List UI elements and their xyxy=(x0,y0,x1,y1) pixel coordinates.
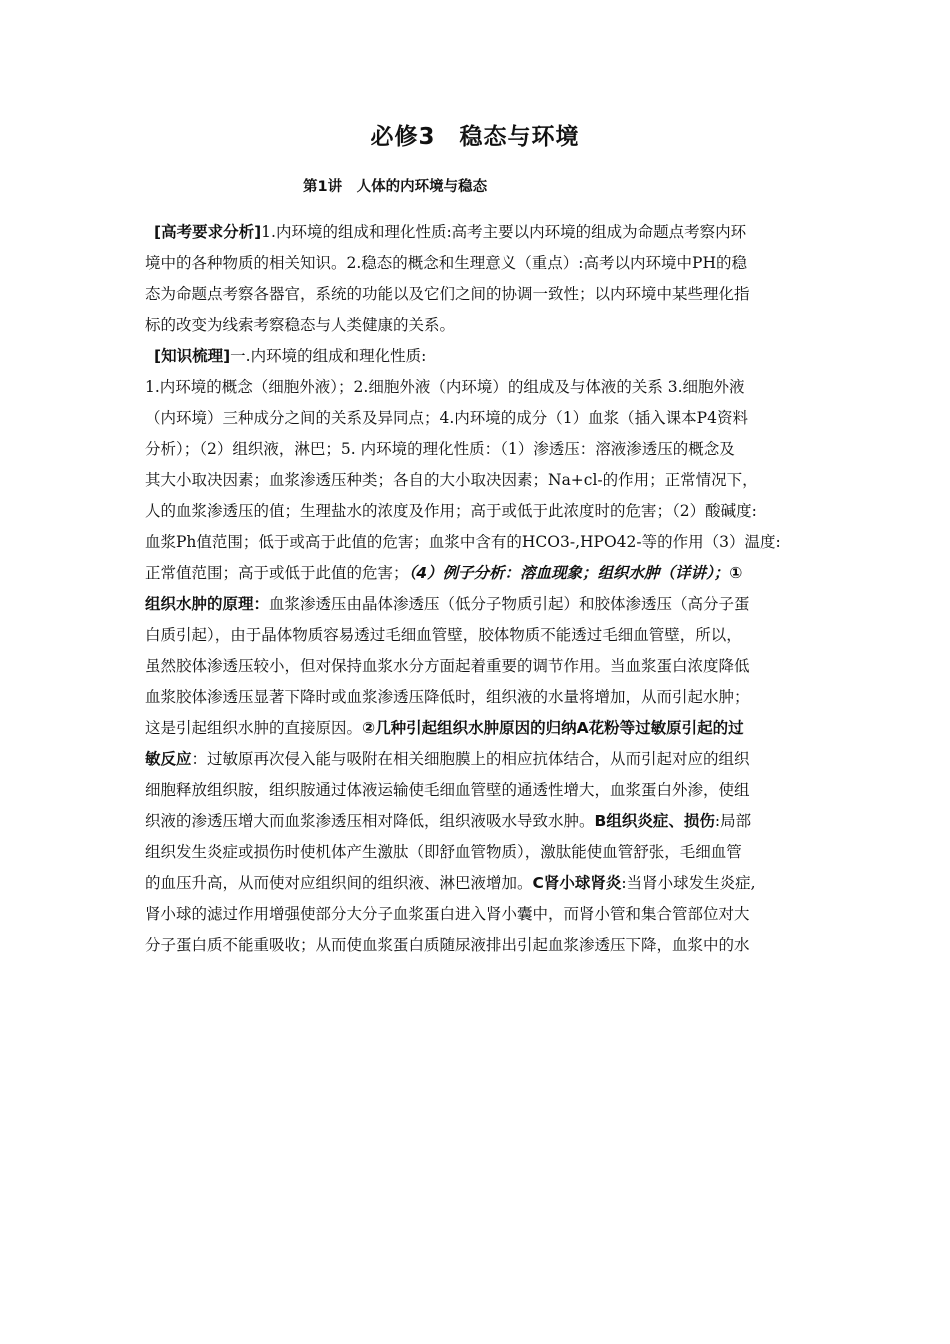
text-line xyxy=(145,279,825,310)
text-line xyxy=(145,248,825,279)
emphasis-text: [知识梳理] xyxy=(154,347,231,365)
document-body xyxy=(145,217,825,961)
emphasis-text: （4）例子分析：溶血现象；组织水肿（详讲）；① xyxy=(408,564,743,582)
body-text: 细胞释放组织胺，组织胺通过体液运输使毛细血管壁的通透性增大，血浆蛋白外渗，使组 xyxy=(145,781,750,799)
text-line xyxy=(145,682,825,713)
text-line xyxy=(145,651,825,682)
emphasis-text: ②几种引起组织水肿原因的归纳A花粉等过敏原引起的过 xyxy=(362,719,744,737)
text-line xyxy=(145,930,825,961)
emphasis-text: [高考要求分析] xyxy=(154,223,262,241)
body-text: 血浆Ph值范围；低于或高于此值的危害；血浆中含有的HCO3-,HPO42-等的作用（3）温度: xyxy=(145,533,781,551)
body-text: 一.内环境的组成和理化性质: xyxy=(230,347,427,365)
body-text: 织液的渗透压增大而血浆渗透压相对降低，组织液吸水导致水肿。 xyxy=(145,812,595,830)
body-text: 其大小取决因素；血浆渗透压种类；各自的大小取决因素；Na+cl-的作用；正常情况下， xyxy=(145,471,758,489)
body-text: 血浆渗透压由晶体渗透压（低分子物质引起）和胶体渗透压（高分子蛋 xyxy=(269,595,750,613)
body-text: 白质引起），由于晶体物质容易透过毛细血管壁，胶体物质不能透过毛细血管壁，所以， xyxy=(145,626,742,644)
body-text: 组织发生炎症或损伤时使机体产生激肽（即舒血管物质），激肽能使血管舒张，毛细血管 xyxy=(145,843,742,861)
text-line xyxy=(145,310,825,341)
text-line xyxy=(145,558,825,589)
text-line xyxy=(145,899,825,930)
body-text: 正常值范围；高于或低于此值的危害； xyxy=(145,564,409,582)
body-text: 境中的各种物质的相关知识。2.稳态的概念和生理意义（重点）:高考以内环境中PH的稳 xyxy=(145,254,747,272)
text-line xyxy=(145,837,825,868)
emphasis-text: 敏反应 xyxy=(145,750,192,768)
body-text: （内环境）三种成分之间的关系及异同点；4.内环境的成分（1）血浆（插入课本P4资料 xyxy=(145,409,748,427)
body-text: :局部 xyxy=(714,812,752,830)
text-line xyxy=(145,434,825,465)
text-line xyxy=(145,775,825,806)
text-line xyxy=(145,527,825,558)
lecture-subtitle: 第1讲 人体的内环境与稳态 xyxy=(303,179,488,195)
body-text: 1.内环境的组成和理化性质:高考主要以内环境的组成为命题点考察内环 xyxy=(261,223,747,241)
emphasis-text: C肾小球肾炎 xyxy=(532,874,622,892)
text-line xyxy=(145,217,825,248)
body-text: 血浆胶体渗透压显著下降时或血浆渗透压降低时，组织液的水量将增加，从而引起水肿； xyxy=(145,688,750,706)
body-text: 1.内环境的概念（细胞外液）；2.细胞外液（内环境）的组成及与体液的关系 3.细胞外液 xyxy=(145,378,745,396)
document-title: 必修3 稳态与环境 xyxy=(370,124,580,150)
text-line xyxy=(145,589,825,620)
body-text: 标的改变为线索考察稳态与人类健康的关系。 xyxy=(145,316,456,334)
body-text: 分析）；（2）组织液，淋巴；5. 内环境的理化性质：（1）渗透压：溶液渗透压的概念及 xyxy=(145,440,735,458)
text-line xyxy=(145,868,825,899)
body-text: 态为命题点考察各器官，系统的功能以及它们之间的协调一致性；以内环境中某些理化指 xyxy=(145,285,750,303)
body-text: 这是引起组织水肿的直接原因。 xyxy=(145,719,363,737)
body-text: 分子蛋白质不能重吸收；从而使血浆蛋白质随尿液排出引起血浆渗透压下降，血浆中的水 xyxy=(145,936,750,954)
emphasis-text: 组织水肿的原理： xyxy=(145,595,270,613)
body-text: :当肾小球发生炎症, xyxy=(621,874,756,892)
text-line xyxy=(145,620,825,651)
text-line xyxy=(145,806,825,837)
body-text: ：过敏原再次侵入能与吸附在相关细胞膜上的相应抗体结合，从而引起对应的组织 xyxy=(191,750,750,768)
text-line xyxy=(145,341,825,372)
text-line xyxy=(145,713,825,744)
emphasis-text: B组织炎症、损伤 xyxy=(594,812,715,830)
text-line xyxy=(145,465,825,496)
text-line xyxy=(145,403,825,434)
body-text: 人的血浆渗透压的值；生理盐水的浓度及作用；高于或低于此浓度时的危害；（2）酸碱度: xyxy=(145,502,757,520)
body-text: 虽然胶体渗透压较小，但对保持血浆水分方面起着重要的调节作用。当血浆蛋白浓度降低 xyxy=(145,657,750,675)
body-text: 的血压升高，从而使对应组织间的组织液、淋巴液增加。 xyxy=(145,874,533,892)
text-line xyxy=(145,496,825,527)
text-line xyxy=(145,744,825,775)
text-line xyxy=(145,372,825,403)
body-text: 肾小球的滤过作用增强使部分大分子血浆蛋白进入肾小囊中，而肾小管和集合管部位对大 xyxy=(145,905,750,923)
